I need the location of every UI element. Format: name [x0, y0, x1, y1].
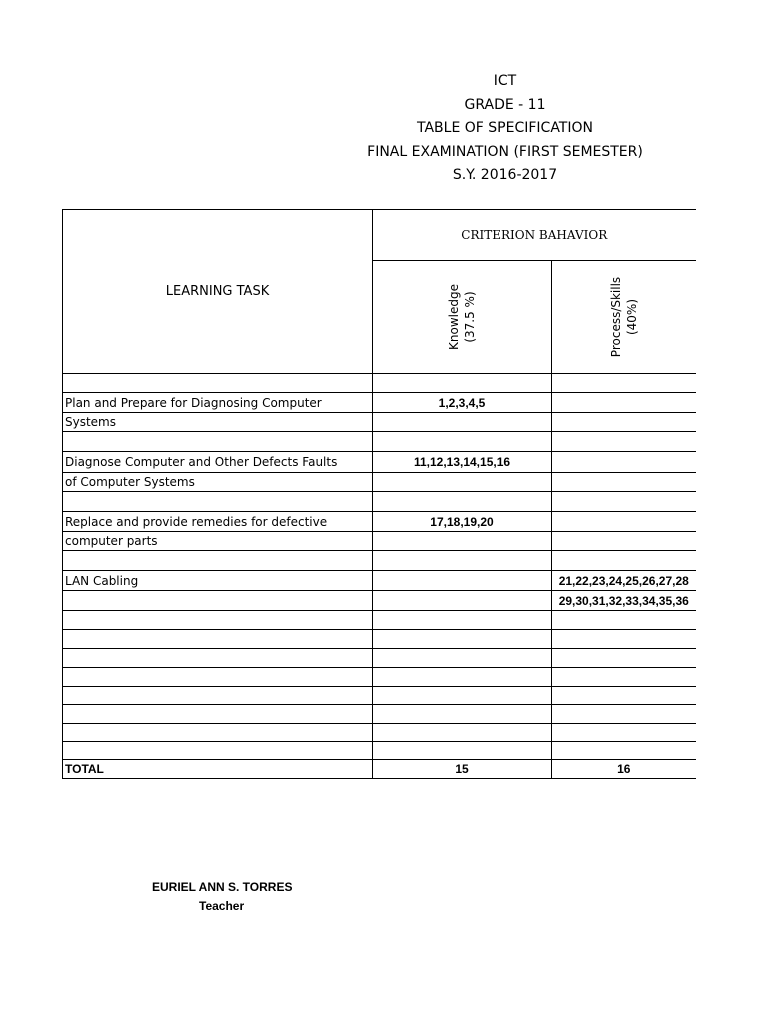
- process-items-cell: [552, 630, 696, 649]
- doc-subject: ICT: [493, 73, 517, 89]
- table-row: [63, 452, 696, 473]
- doc-title: TABLE OF SPECIFICATION: [417, 120, 593, 136]
- process-items-cell: [552, 532, 696, 551]
- total-row: [63, 760, 696, 779]
- total-label: TOTAL: [63, 760, 373, 779]
- process-weight: (40%): [624, 298, 639, 336]
- knowledge-items-cell: [373, 687, 552, 705]
- learning-task-cell: of Computer Systems: [63, 473, 373, 492]
- table-row: [63, 551, 696, 571]
- knowledge-items-cell: 1,2,3,4,5: [373, 393, 552, 413]
- process-header: [552, 261, 696, 374]
- table-row: [63, 413, 696, 432]
- process-items-cell: [552, 668, 696, 687]
- table-row: [63, 591, 696, 611]
- knowledge-items-cell: 11,12,13,14,15,16: [373, 452, 552, 473]
- process-items-cell: [552, 432, 696, 452]
- learning-task-cell: [63, 687, 373, 705]
- process-items-cell: [552, 742, 696, 760]
- learning-task-cell: computer parts: [63, 532, 373, 551]
- total-knowledge: 15: [373, 760, 552, 779]
- learning-task-cell: [63, 611, 373, 630]
- table-row: [63, 492, 696, 512]
- process-items-cell: [552, 393, 696, 413]
- knowledge-items-cell: [373, 742, 552, 760]
- table-row: [63, 630, 696, 649]
- process-items-cell: [552, 413, 696, 432]
- learning-task-cell: [63, 630, 373, 649]
- table-row: [63, 512, 696, 532]
- knowledge-items-cell: [373, 668, 552, 687]
- process-items-cell: 29,30,31,32,33,34,35,36: [552, 591, 696, 611]
- table-row: [63, 724, 696, 742]
- process-items-cell: [552, 551, 696, 571]
- process-items-cell: [552, 512, 696, 532]
- table-row: [63, 432, 696, 452]
- table-row: [63, 473, 696, 492]
- process-items-cell: [552, 705, 696, 724]
- learning-task-cell: LAN Cabling: [63, 571, 373, 591]
- process-items-cell: [552, 452, 696, 473]
- teacher-name: EURIEL ANN S. TORRES: [152, 880, 293, 894]
- specification-table: [62, 209, 696, 779]
- process-items-cell: [552, 724, 696, 742]
- learning-task-cell: [63, 724, 373, 742]
- knowledge-items-cell: [373, 591, 552, 611]
- knowledge-items-cell: [373, 532, 552, 551]
- knowledge-items-cell: [373, 611, 552, 630]
- learning-task-cell: [63, 705, 373, 724]
- learning-task-cell: [63, 551, 373, 571]
- knowledge-items-cell: [373, 649, 552, 668]
- knowledge-header: [373, 261, 552, 374]
- learning-task-cell: Diagnose Computer and Other Defects Faults: [63, 452, 373, 473]
- total-process: 16: [552, 760, 696, 779]
- knowledge-items-cell: [373, 413, 552, 432]
- learning-task-cell: [63, 742, 373, 760]
- process-items-cell: [552, 492, 696, 512]
- knowledge-items-cell: [373, 473, 552, 492]
- learning-task-cell: [63, 374, 373, 393]
- learning-task-cell: Plan and Prepare for Diagnosing Computer: [63, 393, 373, 413]
- process-items-cell: [552, 687, 696, 705]
- knowledge-items-cell: [373, 630, 552, 649]
- learning-task-cell: [63, 591, 373, 611]
- teacher-role: Teacher: [199, 899, 245, 913]
- table-row: [63, 532, 696, 551]
- knowledge-items-cell: [373, 432, 552, 452]
- learning-task-cell: Systems: [63, 413, 373, 432]
- knowledge-label: Knowledge: [447, 284, 461, 350]
- doc-school-year: S.Y. 2016-2017: [452, 167, 558, 183]
- knowledge-items-cell: [373, 724, 552, 742]
- table-row: [63, 742, 696, 760]
- knowledge-weight: (37.5 %): [463, 291, 477, 343]
- learning-task-header: LEARNING TASK: [63, 210, 373, 374]
- process-items-cell: [552, 611, 696, 630]
- knowledge-items-cell: [373, 374, 552, 393]
- table-row: [63, 374, 696, 393]
- knowledge-items-cell: 17,18,19,20: [373, 512, 552, 532]
- table-row: [63, 571, 696, 591]
- table-row: [63, 687, 696, 705]
- learning-task-cell: Replace and provide remedies for defective: [63, 512, 373, 532]
- process-items-cell: 21,22,23,24,25,26,27,28: [552, 571, 696, 591]
- criterion-header: CRITERION BAHAVIOR: [373, 210, 696, 261]
- table-row: [63, 649, 696, 668]
- process-items-cell: [552, 374, 696, 393]
- knowledge-items-cell: [373, 551, 552, 571]
- process-items-cell: [552, 473, 696, 492]
- table-row: [63, 705, 696, 724]
- table-row: [63, 668, 696, 687]
- learning-task-cell: [63, 668, 373, 687]
- doc-exam: FINAL EXAMINATION (FIRST SEMESTER): [367, 144, 643, 160]
- table-row: [63, 393, 696, 413]
- learning-task-cell: [63, 649, 373, 668]
- doc-grade: GRADE - 11: [464, 97, 546, 113]
- process-label: Process/Skills: [608, 276, 623, 358]
- knowledge-items-cell: [373, 492, 552, 512]
- table-row: [63, 611, 696, 630]
- knowledge-items-cell: [373, 705, 552, 724]
- learning-task-cell: [63, 492, 373, 512]
- knowledge-items-cell: [373, 571, 552, 591]
- learning-task-cell: [63, 432, 373, 452]
- process-items-cell: [552, 649, 696, 668]
